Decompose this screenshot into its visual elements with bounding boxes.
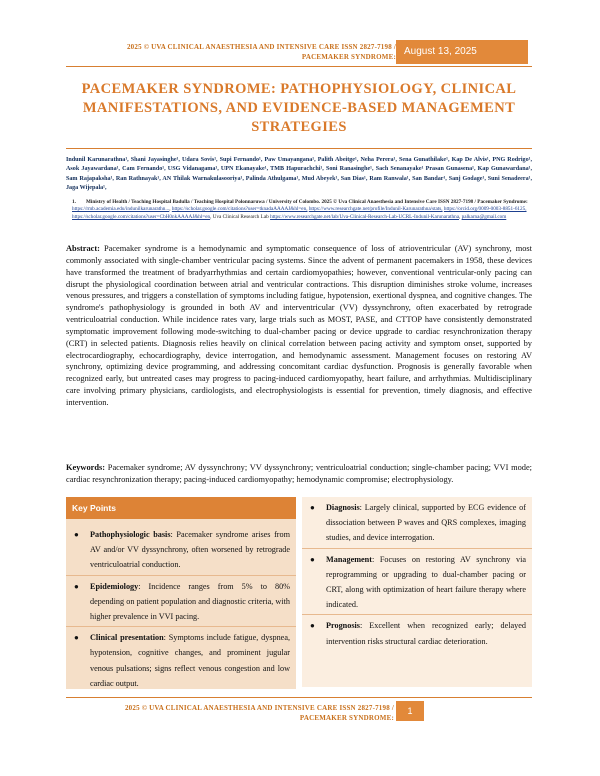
page-number: 1 [396,701,424,721]
affiliation-link-orcid[interactable]: https://orcid.org/0009-0003-8851-6125, [443,206,527,213]
affiliation-link-scholar[interactable]: https://scholar.google.com/citations?user=tknadaAAAAJ&hl=en, [171,206,308,213]
key-point-item [66,579,296,625]
key-point-label: Pathophysiologic basis [90,530,171,539]
affiliation-text: Ministry of Health / Teaching Hospital Badulla / Teaching Hospital Polonnaruwa / University of Colombo. 2025 © Uva Clinical Anaesthesia and Intensive Care ISSN 2827-7198 / Pacemaker Syndrome: [86,199,528,205]
key-point-divider [66,575,296,576]
abstract [66,243,532,409]
bullet-icon: ● [310,621,315,631]
key-point-label: Diagnosis [326,503,360,512]
affiliation-number: 1. [72,199,76,205]
key-points-right-list [302,500,532,649]
bullet-icon: ● [74,581,79,591]
footer-rule [66,697,532,698]
running-footer-line2: PACEMAKER SYNDROME: [299,714,394,722]
affiliation-link-academia[interactable]: https://rmb.academia.edu/indunilkarunarathn... [72,206,170,213]
header-rule [66,66,532,67]
running-header-line1: 2025 © UVA CLINICAL ANAESTHESIA AND INTENSIVE CARE ISSN 2827-7198 / [126,43,396,51]
affiliation-lab-text: , Uva Clinical Research Lab [210,213,269,220]
affiliation-links: https://rmb.academia.edu/indunilkarunarathn..., https://scholar.google.com/citations?user=tknadaAAAAJ&hl=en, https://www.researchgate.net/profile/Indunil-Karunarathna/stats, https://orcid.org/0009-0003-8851-6125, https://scholar.google.com/citations?user=CbH0nkAAAAJ&hl=en, Uva Clinical Research Lab https://www.researchgate.net/lab/Uva-Clinical-Research-Lab-UCRL-Indunil-Karunarathna, palkarna@gmail.com [72,206,527,220]
affiliation-link-researchgate[interactable]: https://www.researchgate.net/profile/Indunil-Karunarathna/stats, [308,206,443,213]
key-point-label: Prognosis [326,621,360,631]
running-footer [68,703,394,723]
bullet-icon: ● [310,554,315,564]
abstract-text: Pacemaker syndrome is a hemodynamic and symptomatic consequence of loss of atrioventricular (AV) synchrony, most commonly associated with single-chamber ventricular pacing systems. Since the advent of permanent pacemakers in 1958, these devices have transformed the treatment of bradyarrhythmias and certain cardiomyopathies; however, conventional ventricular-only pacing can disrupt the physiological coordination between atrial and ventricular contractions. This disruption diminishes stroke volume, increases venous pressures, and triggers a constellation of symptoms including fatigue, hypotension, exertional dyspnea, and cognitive changes. The syndrome's pathophysiology is grounded in both AV and interventricular (VV) dyssynchrony, often exacerbated by retrograde ventriculoatrial conduction. While incidence rates vary, large trials such as MOST, PASE, and CTTOP have consistently demonstrated symptomatic improvement following mode-switching to dual-chamber pacing or device upgrade to cardiac resynchronization therapy (CRT) in selected patients. Diagnosis relies heavily on clinical correlation between pacing activity and symptom onset, supported by electrocardiography, echocardiography, device interrogation, and hemodynamic assessment. Management focuses on restoring AV synchrony, optimizing device programming, and addressing concomitant cardiac dysfunction. Prognosis is generally favorable when recognized early, but untreated cases may progress to pacing-induced cardiomyopathy, heart failure, and arrhythmias. Multidisciplinary care involving primary physicians, cardiologists, and electrophysiologists is essential for prevention, timely diagnosis, and effective intervention. [66,244,532,407]
key-point-text: : Excellent when recognized early; delayed intervention risks structural cardiac deterioration. [326,621,526,646]
affiliation [72,199,532,221]
key-point-text: : Largely clinical, supported by ECG evidence of dissociation between P waves and QRS complexes, imaging studies, and device interrogation. [326,503,526,543]
key-point-text: : Pacemaker syndrome arises from AV and/or VV dyssynchrony, often worsened by retrograde ventriculoatrial conduction. [90,530,290,570]
bullet-icon: ● [74,633,79,643]
author-list: Indunil Karunarathna¹, Shani Jayasinghe¹, Udara Sovis¹, Supi Fernando¹, Paw Umayangana¹, Palith Abeitge¹, Neha Perera¹, Sena Gunathilake¹, Kap De Alvis¹, PNG Rodrigo¹, Asok Jayawardana¹, Cam Fernando¹, USG Vidanagama¹, UPN Ekanayake¹, TMB Hapurachchi¹, Soni Ranasinghe¹, Sach Senanayake¹ Prasan Gunasena¹, Kap Gunawardana¹, Sam Rajapaksha¹, Ran Rathnayak¹, AN Thilak Warnakulasooriya¹, Palinda Athulgama¹, Mud Abeyek¹, San Dias¹, Ram Ranwala¹, San Bandar¹, Sanj Godage¹, Suni Senadeera¹, Jaga Wijepala¹, [66,157,532,191]
key-point-item [302,500,532,546]
date-badge: August 13, 2025 [396,40,528,64]
key-point-label: Clinical presentation [90,633,164,643]
affiliation-link-scholar-2[interactable]: https://scholar.google.com/citations?user=CbH0nkAAAAJ&hl=en [72,213,211,220]
key-point-divider [302,614,532,615]
key-point-item [66,630,296,691]
abstract-label: Abstract: [66,244,100,253]
key-point-item [66,527,296,573]
key-point-text: : Incidence ranges from 5% to 80% depending on patient population and diagnostic criteria, with higher prevalence in VVI pacing. [90,581,290,622]
affiliation-link-lab[interactable]: https://www.researchgate.net/lab/Uva-Clinical-Research-Lab-UCRL-Indunil-Karunarathna [270,213,459,220]
title-rule [66,148,532,149]
running-header-line2: PACEMAKER SYNDROME: [301,53,396,61]
keywords-text: Pacemaker syndrome; AV dyssynchrony; VV dyssynchrony; ventriculoatrial conduction; single-chamber pacing; VVI mode; cardiac resynchronization therapy; pacing-induced cardiomyopathy; hemodynamic compromise; electrophysiology. [66,463,532,484]
key-point-divider [302,548,532,549]
key-point-label: Management [326,554,372,564]
keywords-label: Keywords: [66,463,106,472]
bullet-icon: ● [310,503,315,512]
key-point-divider [66,626,296,627]
affiliation-email-link[interactable]: palkarna@gmail.com [461,213,507,220]
bullet-icon: ● [74,530,79,539]
key-points-left-list [66,527,296,691]
key-point-item [302,552,532,613]
key-point-label: Epidemiology [90,581,139,591]
running-header [68,42,396,62]
article-title: PACEMAKER SYNDROME: PATHOPHYSIOLOGY, CLINICAL MANIFESTATIONS, AND EVIDENCE-BASED MANAGEMENT STRATEGIES [81,81,517,135]
key-point-item [302,618,532,648]
key-point-text: : Focuses on restoring AV synchrony via reprogramming or upgrading to dual-chamber pacing or CRT, along with optimization of heart failure therapy where indicated. [326,554,526,610]
key-points-title: Key Points [72,503,116,513]
running-footer-line1: 2025 © UVA CLINICAL ANAESTHESIA AND INTENSIVE CARE ISSN 2827-7198 / [124,704,394,712]
key-point-text: : Symptoms include fatigue, dyspnea, hypotension, cognitive changes, and prominent jugular venous pulsations; signs reflect venous congestion and low cardiac output. [90,633,291,688]
keywords [66,462,532,485]
